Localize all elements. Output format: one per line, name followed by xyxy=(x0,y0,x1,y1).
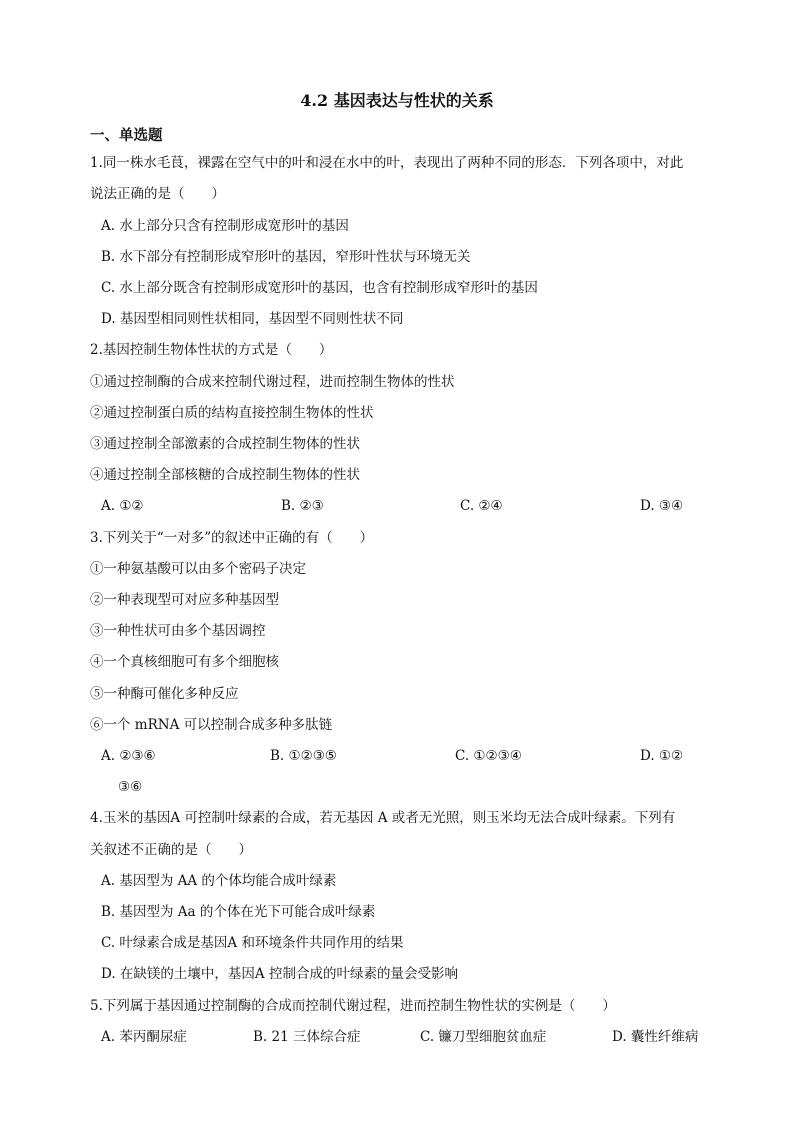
q2-item-3: ③通过控制全部激素的合成控制生物体的性状 xyxy=(90,436,360,452)
q2-option-c: C. ②④ xyxy=(460,498,503,514)
q4-option-a: A. 基因型为 AA 的个体均能合成叶绿素 xyxy=(101,873,337,889)
q2-option-d: D. ③④ xyxy=(640,498,684,514)
q2-item-4: ④通过控制全部核糖的合成控制生物体的性状 xyxy=(90,467,360,483)
q2-option-a: A. ①② xyxy=(101,498,144,514)
section-heading: 一、单选题 xyxy=(90,127,163,144)
q3-item-2: ②一种表现型可对应多种基因型 xyxy=(90,592,279,608)
q1-option-d: D. 基因型相同则性状相同，基因型不同则性状不同 xyxy=(101,311,404,327)
q3-stem: 3.下列关于“一对多”的叙述中正确的有（ ） xyxy=(90,530,374,546)
page-title: 4.2 基因表达与性状的关系 xyxy=(300,91,494,110)
q3-item-3: ③一种性状可由多个基因调控 xyxy=(90,623,266,639)
q4-option-d: D. 在缺镁的土壤中，基因A 控制合成的叶绿素的量会受影响 xyxy=(101,966,458,982)
q5-option-a: A. 苯丙酮尿症 xyxy=(101,1029,187,1045)
q4-option-b: B. 基因型为 Aa 的个体在光下可能合成叶绿素 xyxy=(101,904,376,920)
q3-option-d: D. ①② xyxy=(640,748,684,764)
q3-option-a: A. ②③⑥ xyxy=(101,748,156,764)
q4-option-c: C. 叶绿素合成是基因A 和环境条件共同作用的结果 xyxy=(101,935,404,951)
q5-stem: 5.下列属于基因通过控制酶的合成而控制代谢过程，进而控制生物性状的实例是（ ） xyxy=(90,998,616,1014)
q3-item-5: ⑤一种酶可催化多种反应 xyxy=(90,686,239,702)
q3-item-6: ⑥一个 mRNA 可以控制合成多种多肽链 xyxy=(90,717,333,733)
q5-option-b: B. 21 三体综合症 xyxy=(253,1029,361,1045)
q5-option-d: D. 囊性纤维病 xyxy=(612,1029,699,1045)
q3-option-b: B. ①②③⑤ xyxy=(270,748,337,764)
q5-option-c: C. 镰刀型细胞贫血症 xyxy=(420,1029,547,1045)
q1-option-b: B. 水下部分有控制形成窄形叶的基因，窄形叶性状与环境无关 xyxy=(101,249,471,265)
q2-item-1: ①通过控制酶的合成来控制代谢过程，进而控制生物体的性状 xyxy=(90,374,455,390)
q2-stem: 2.基因控制生物体性状的方式是（ ） xyxy=(90,342,333,358)
q3-option-d-wrap: ③⑥ xyxy=(118,779,143,795)
q2-item-2: ②通过控制蛋白质的结构直接控制生物体的性状 xyxy=(90,405,374,421)
q1-option-a: A. 水上部分只含有控制形成宽形叶的基因 xyxy=(101,218,349,234)
q4-stem-line2: 关叙述不正确的是（ ） xyxy=(90,842,252,858)
q3-item-1: ①一种氨基酸可以由多个密码子决定 xyxy=(90,561,306,577)
q3-option-c: C. ①②③④ xyxy=(455,748,522,764)
q4-stem-line1: 4.玉米的基因A 可控制叶绿素的合成，若无基因 A 或者无光照，则玉米均无法合成叶绿素。下列有 xyxy=(90,810,676,826)
q1-option-c: C. 水上部分既含有控制形成宽形叶的基因，也含有控制形成窄形叶的基因 xyxy=(101,280,538,296)
q1-stem-line2: 说法正确的是（ ） xyxy=(90,186,225,202)
q2-option-b: B. ②③ xyxy=(281,498,324,514)
q3-item-4: ④一个真核细胞可有多个细胞核 xyxy=(90,654,279,670)
q1-stem-line1: 1.同一株水毛茛，裸露在空气中的叶和浸在水中的叶，表现出了两种不同的形态．下列各项中，对此 xyxy=(90,155,684,171)
